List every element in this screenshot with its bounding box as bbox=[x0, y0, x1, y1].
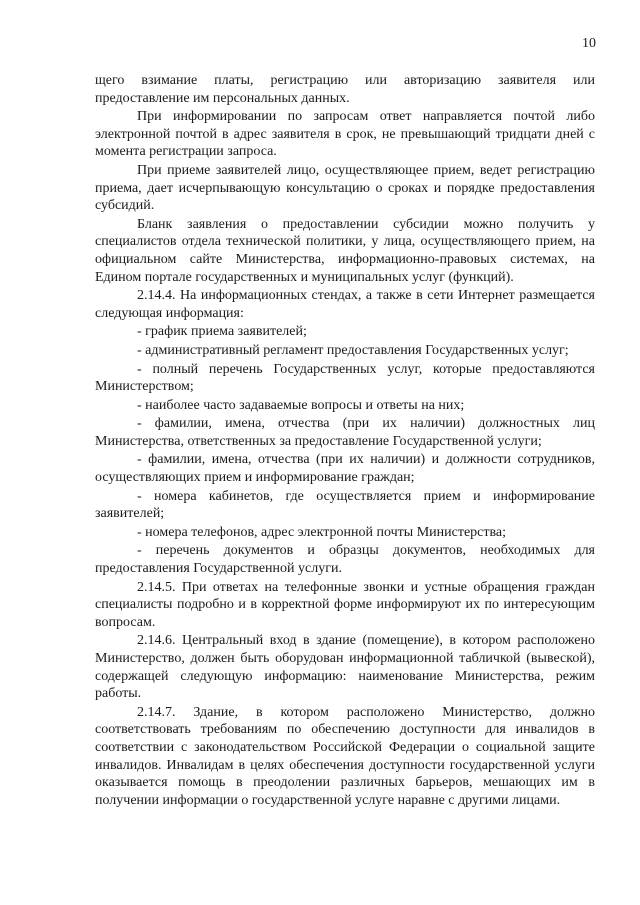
paragraph-2-14-4: 2.14.4. На информационных стендах, а также в сети Интернет размещается следующая информация: bbox=[95, 288, 595, 321]
list-item-services-list: - полный перечень Государственных услуг, которые предоставляются Министерством; bbox=[95, 361, 595, 395]
list-item-faq: - наиболее часто задаваемые вопросы и ответы на них; bbox=[137, 397, 465, 413]
paragraph-information-by-request: При информировании по запросам ответ направляется почтой либо электронной почтой в адрес заявителя в срок, не превышающий тридцати дней с момента регистрации запроса. bbox=[95, 109, 595, 160]
list-item-documents: - перечень документов и образцы документов, необходимых для предоставления Государственной услуги. bbox=[95, 543, 595, 577]
page-number: 10 bbox=[582, 36, 596, 51]
list-item-officials: - фамилии, имена, отчества (при их наличии) должностных лиц Министерства, ответственных за предоставление Государственной услуги; bbox=[95, 416, 595, 449]
paragraph-continuation: щего взимание платы, регистрацию или авторизацию заявителя или предоставление им персональных данных. bbox=[95, 73, 595, 106]
paragraph-2-14-7: 2.14.7. Здание, в котором расположено Министерство, должно соответствовать требованиям по обеспечению доступности для инвалидов в соответствии с законодательством Российской Федерации о социальной защите инвалидов. Инвалидам в целях обеспечения доступности государственной услуги оказывается помощь в преодолении различных барьеров, мешающих им в получении информации о государственной услуге наравне с другими лицами. bbox=[95, 704, 595, 808]
list-item-staff: - фамилии, имена, отчества (при их наличии) и должности сотрудников, осуществляющих прием и информирование граждан; bbox=[95, 452, 595, 486]
list-item-regulation: - административный регламент предоставления Государственных услуг; bbox=[137, 342, 569, 358]
document-body bbox=[95, 72, 595, 809]
paragraph-2-14-5: 2.14.5. При ответах на телефонные звонки и устные обращения граждан специалисты подробно и в корректной форме информируют их по интересующим вопросам. bbox=[95, 579, 595, 630]
list-item-rooms: - номера кабинетов, где осуществляется прием и информирование заявителей; bbox=[95, 488, 595, 522]
paragraph-2-14-6: 2.14.6. Центральный вход в здание (помещение), в котором расположено Министерство, должен быть оборудован информационной табличкой (вывеской), содержащей следующую информацию: наименование Министерства, режим работы. bbox=[95, 633, 595, 702]
list-item-schedule: - график приема заявителей; bbox=[137, 324, 307, 340]
paragraph-reception: При приеме заявителей лицо, осуществляющее прием, ведет регистрацию приема, дает исчерпывающую консультацию о сроках и порядке предоставления субсидий. bbox=[95, 162, 595, 214]
paragraph-application-form: Бланк заявления о предоставлении субсидии можно получить у специалистов отдела технической политики, у лица, осуществляющего прием, на официальном сайте Министерства, информационно-правовых системах, на Едином портале государственных и муниципальных услуг (функций). bbox=[95, 216, 595, 285]
list-item-contacts: - номера телефонов, адрес электронной почты Министерства; bbox=[137, 524, 507, 540]
